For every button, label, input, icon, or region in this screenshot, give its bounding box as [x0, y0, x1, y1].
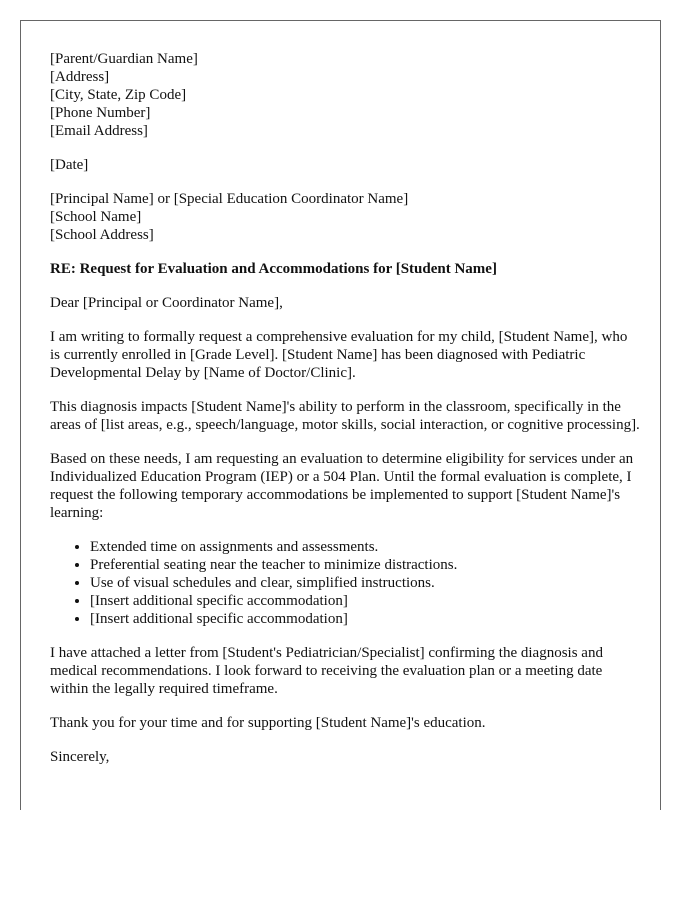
sender-address-block — [50, 50, 640, 140]
accommodation-item: • Use of visual schedules and clear, simplified instructions. — [90, 574, 640, 592]
sender-email: [Email Address] — [50, 123, 148, 139]
subject-line: RE: Request for Evaluation and Accommodations for [Student Name] — [50, 261, 497, 277]
sender-phone: [Phone Number] — [50, 105, 151, 121]
recipient-address-block — [50, 190, 640, 244]
accommodation-item: • [Insert additional specific accommodation] — [90, 610, 640, 628]
paragraph-request: Based on these needs, I am requesting an evaluation to determine eligibility for services under an Individualized Education Program (IEP) or a 504 Plan. Until the formal evaluation is complete, I request the following temporary accommodations be implemented to support [Student Name]'s learning: — [50, 451, 634, 521]
paragraph-attachment: I have attached a letter from [Student's Pediatrician/Specialist] confirming the diagnosis and medical recommendations. I look forward to receiving the evaluation plan or a meeting date within the legally required timeframe. — [50, 645, 603, 697]
accommodation-item: • Preferential seating near the teacher to minimize distractions. — [90, 556, 640, 574]
paragraph-intro: I am writing to formally request a comprehensive evaluation for my child, [Student Name], who is currently enrolled in [Grade Level]. [Student Name] has been diagnosed with Pediatric Developmental Delay by [Name of Doctor/Clinic]. — [50, 329, 628, 381]
sender-name: [Parent/Guardian Name] — [50, 51, 198, 67]
salutation: Dear [Principal or Coordinator Name], — [50, 295, 283, 311]
letter-date: [Date] — [50, 157, 89, 173]
date-block — [50, 156, 640, 174]
paragraph-thanks: Thank you for your time and for supporting [Student Name]'s education. — [50, 715, 486, 731]
recipient-name: [Principal Name] or [Special Education Coordinator Name] — [50, 191, 409, 207]
paragraph-impact: This diagnosis impacts [Student Name]'s ability to perform in the classroom, specifically in the areas of [list areas, e.g., speech/language, motor skills, social interaction, or cognitive processing]. — [50, 399, 640, 433]
letter-page — [20, 20, 661, 810]
sender-city-state-zip: [City, State, Zip Code] — [50, 87, 187, 103]
letter-body — [50, 50, 640, 782]
signoff: Sincerely, — [50, 749, 110, 765]
accommodation-item: • Extended time on assignments and assessments. — [90, 538, 640, 556]
recipient-school-address: [School Address] — [50, 227, 154, 243]
accommodation-item: • [Insert additional specific accommodation] — [90, 592, 640, 610]
accommodations-list — [50, 538, 640, 628]
recipient-school-name: [School Name] — [50, 209, 142, 225]
sender-address: [Address] — [50, 69, 110, 85]
